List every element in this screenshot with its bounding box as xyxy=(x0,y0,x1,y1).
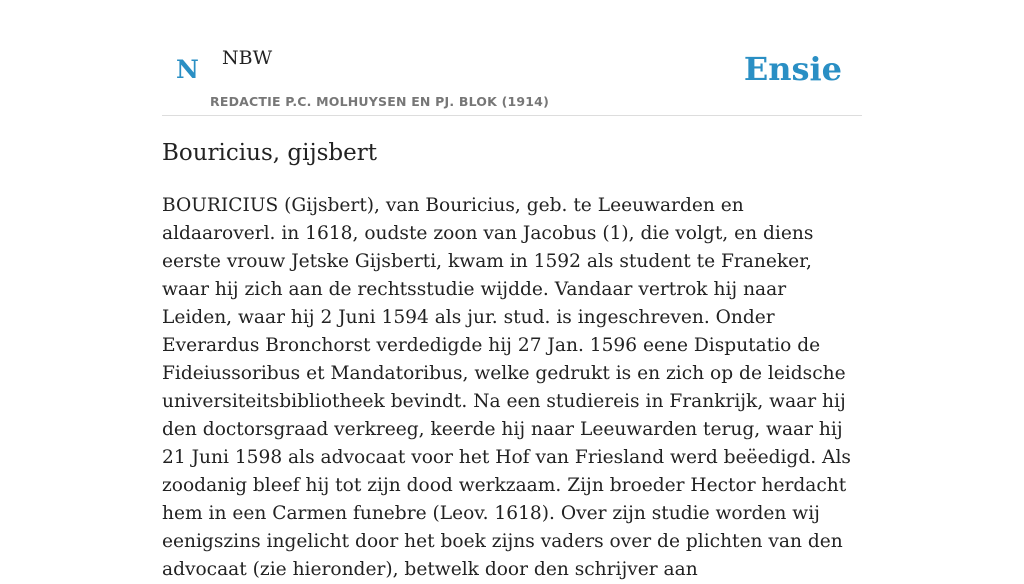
article-body: BOURICIUS (Gijsbert), van Bouricius, geb. te Leeuwarden en aldaaroverl. in 1618, oudste zoon van Jacobus (1), die volgt, en diens eerste vrouw Jetske Gijsberti, kwam in 1592 als student te Franeker, waar hij zich aan de rechtsstudie wijdde. Vandaar vertrok hij naar Leiden, waar hij 2 Juni 1594 als jur. stud. is ingeschreven. Onder Everardus Bronchorst verdedigde hij 27 Jan. 1596 eene Disputatio de Fideiussoribus et Mandatoribus, welke gedrukt is en zich op de leidsche universiteitsbibliotheek bevindt. Na een studiereis in Frankrijk, waar hij den doctorsgraad verkreeg, keerde hij naar Leeuwarden terug, waar hij 21 Juni 1598 als advocaat voor het Hof van Friesland werd beëedigd. Als zoodanig bleef hij tot zijn dood werkzaam. Zijn broeder Hector herdacht hem in een Carmen funebre (Leov. 1618). Over zijn studie worden wij eenigszins ingelicht door het boek zijns vaders over de plichten van den advocaat (zie hieronder), betwelk door den schrijver aan xyxy=(162,195,851,580)
source-title[interactable]: NBW xyxy=(222,47,273,69)
source-logo[interactable]: N xyxy=(176,55,199,84)
brand-logo[interactable]: Ensie xyxy=(743,50,842,88)
source-subtitle: REDACTIE P.C. MOLHUYSEN EN PJ. BLOK (1914) xyxy=(210,94,549,109)
divider xyxy=(162,115,862,116)
article-card xyxy=(162,0,862,580)
article-title: Bouricius, gijsbert xyxy=(162,140,377,166)
